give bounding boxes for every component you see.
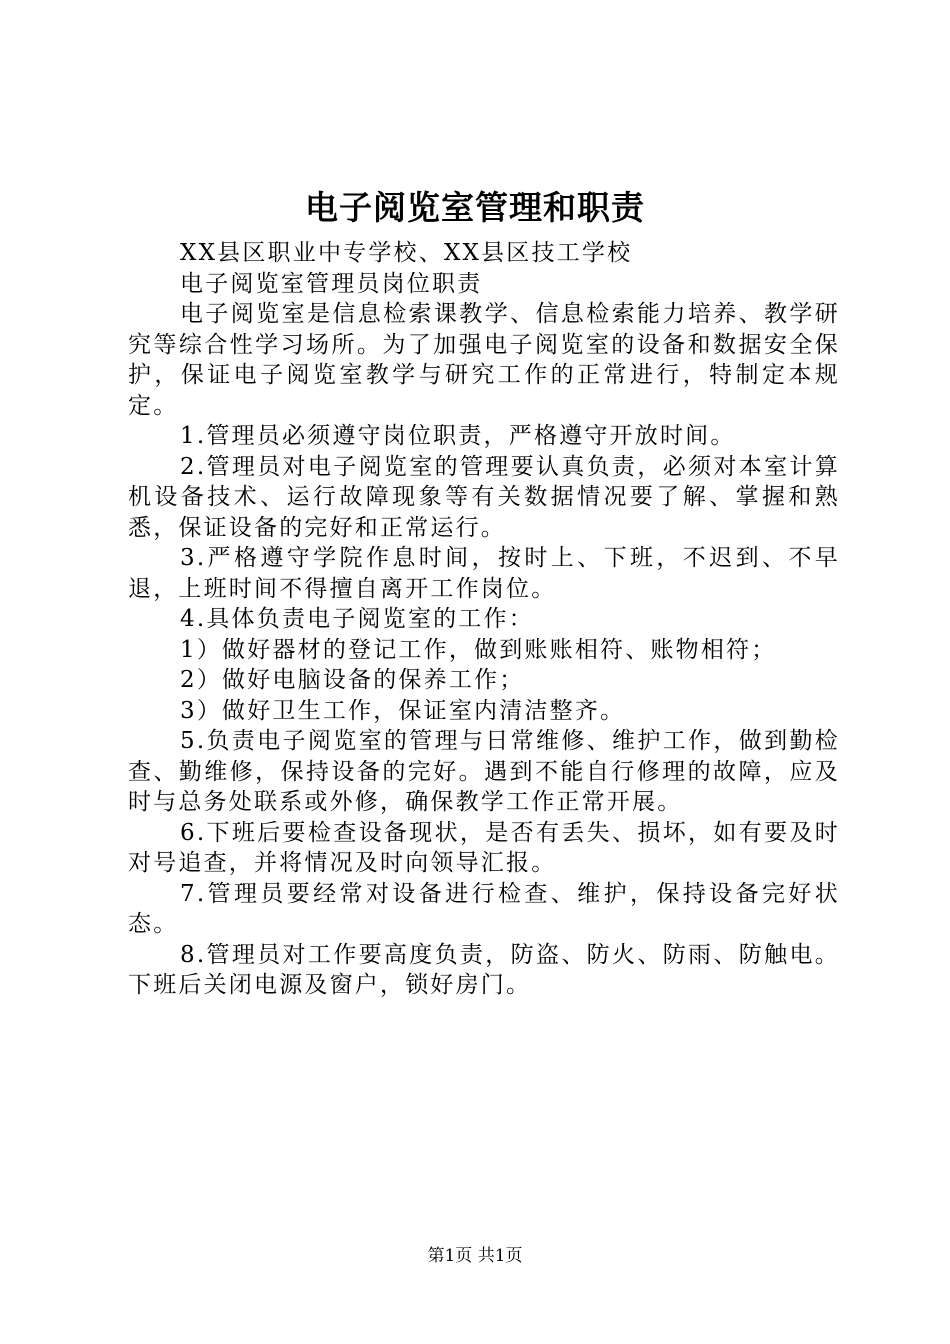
rule-1: 1.管理员必须遵守岗位职责，严格遵守开放时间。 [180,423,736,449]
intro-paragraph: 电子阅览室是信息检索课教学、信息检索能力培养、教学研究等综合性学习场所。为了加强电子阅览室的设备和数据安全保护，保证电子阅览室教学与研究工作的正常进行，特制定本规定。 [128,301,840,419]
subtitle-line: 电子阅览室管理员岗位职责 [180,270,483,297]
rule-2: 2.管理员对电子阅览室的管理要认真负责，必须对本室计算机设备技术、运行故障现象等有关数据情况要了解、掌握和熟悉，保证设备的完好和正常运行。 [128,453,840,541]
school-name-line: XX县区职业中专学校、XX县区技工学校 [180,240,633,266]
rule-5: 5.负责电子阅览室的管理与日常维修、维护工作，做到勤检查、勤维修，保持设备的完好。遇到不能自行修理的故障，应及时与总务处联系或外修，确保教学工作正常开展。 [128,728,840,815]
document-title: 电子阅览室管理和职责 [305,188,645,227]
rule-4-item-2: 2）做好电脑设备的保养工作； [180,667,525,693]
rule-8: 8.管理员对工作要高度负责，防盗、防火、防雨、防触电。下班后关闭电源及窗户，锁好房门。 [128,941,840,998]
rule-4-item-1: 1）做好器材的登记工作，做到账账相符、账物相符； [180,636,777,663]
page-footer: 第1页 共1页 [427,1246,523,1266]
rule-7: 7.管理员要经常对设备进行检查、维护，保持设备完好状态。 [128,880,840,937]
document-body [128,238,840,1001]
rule-3: 3.严格遵守学院作息时间，按时上、下班，不迟到、不早退，上班时间不得擅自离开工作岗位。 [128,545,840,602]
rule-6: 6.下班后要检查设备现状，是否有丢失、损坏，如有要及时对号追查，并将情况及时向领导汇报。 [128,819,840,876]
rule-4-item-3: 3）做好卫生工作，保证室内清洁整齐。 [180,697,626,724]
rule-4: 4.具体负责电子阅览室的工作： [180,606,534,632]
